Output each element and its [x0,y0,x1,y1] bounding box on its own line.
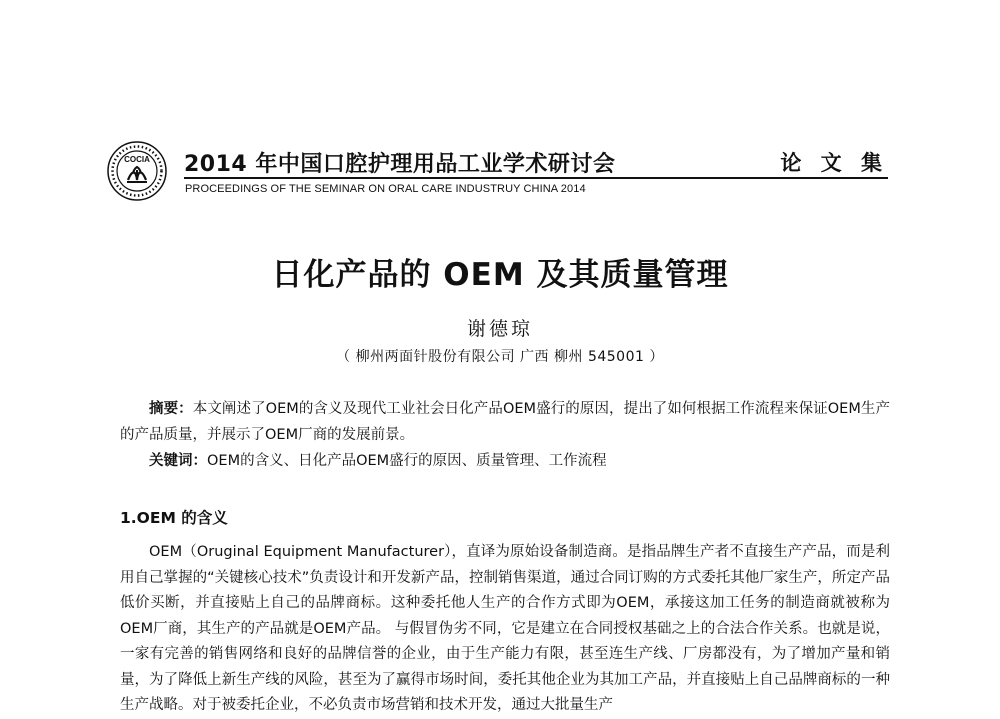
keywords-text: OEM的含义、日化产品OEM盛行的原因、质量管理、工作流程 [207,453,607,469]
paper-title: 日化产品的 OEM 及其质量管理 [271,257,729,293]
header-right-label: 论 文 集 [780,151,888,175]
author-affiliation: （ 柳州两面针股份有限公司 广西 柳州 545001 ） [336,349,664,365]
header-rule [184,177,888,179]
conference-logo-icon [106,140,168,202]
conference-logo [106,140,168,202]
keywords-paragraph [120,448,890,474]
body-paragraph: OEM（Oruginal Equipment Manufacturer），直译为原始设备制造商。是指品牌生产者不直接生产产品，而是利用自己掌握的“关键核心技术”负责设计和开发新产品，控制销售渠道，通过合同订购的方式委托其他厂家生产，所定产品低价买断，并直接贴上自己的品牌商标。这种委托他人生产的合作方式即为OEM，承接这加工任务的制造商就被称为OEM厂商，其生产的产品就是OEM产品。 与假冒伪劣不同，它是建立在合同授权基础之上的合法合作关系。也就是说，一家有完善的销售网络和良好的品牌信誉的企业，由于生产能力有限，甚至连生产线、厂房都没有，为了增加产量和销量，为了降低上新生产线的风险，甚至为了赢得市场时间，委托其他企业为其加工产品，并直接贴上自己品牌商标的一种生产战略。对于被委托企业，不必负责市场营销和技术开发，通过大批量生产 [120,544,890,713]
header-title-en: PROCEEDINGS OF THE SEMINAR ON ORAL CARE INDUSTRUY CHINA 2014 [185,183,586,195]
abstract-label: 摘要： [149,401,193,417]
section-heading: 1.OEM 的含义 [120,509,228,527]
abstract-paragraph [120,396,890,448]
keywords-label: 关键词： [149,453,207,469]
author-name: 谢德琼 [466,318,533,340]
section-body [120,540,890,719]
logo-lettering: COCIA [124,155,150,164]
abstract-text: 本文阐述了OEM的含义及现代工业社会日化产品OEM盛行的原因，提出了如何根据工作流程来保证OEM生产的产品质量，并展示了OEM厂商的发展前景。 [120,401,890,443]
abstract-block [120,396,890,474]
header-title-cn: 2014 年中国口腔护理用品工业学术研讨会 [184,152,616,177]
